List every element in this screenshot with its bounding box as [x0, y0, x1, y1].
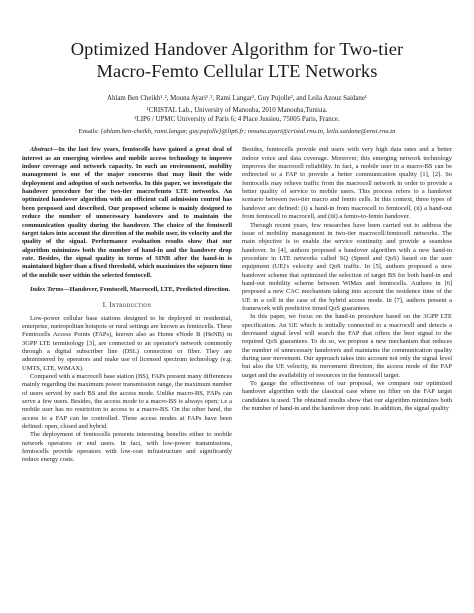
affiliations	[22, 107, 452, 124]
paragraph: Through recent years, few researches have been carried out to address the issue of mobility management in two-tier macrocell/femtocell networks. The main objective is to enable the service continuity and provide a seamless handover. In [4], authors proposed a handover algorithm with a new hand-in procedure in LTE networks called SQ (Speed and QoS) based on the user equipment (UE)'s velocity and QoS traffic. In [5], authors proposed a new handover scheme that optimized the selection of target BS for both hand-in and hand-out mobility scheme between WiMax and femtocells. Authors in [6] proposed a new CAC mechanism taking into account the residence time of the UE in a cell in the case of the hybrid access mode. In [7], authors present a framework with predictive timed QoS guarantees.	[242, 221, 452, 312]
title-line-2: Macro-Femto Cellular LTE Networks	[96, 61, 378, 81]
paragraph: Compared with a macrocell base station (BS), FAPs present many differences mainly regarding the maximum power transmission range, the maximum number of users served by each BS and the access mode. Unlike macro-BS, FAPs can serve a few users. Besides, the access mode to a macro-BS is always open; i.e a mobile user has no restriction to access to a macro-BS. On the other hand, the access to a FAP can be controlled. Three access modes at FAPs have been defined: open, closed and hybrid.	[22, 373, 232, 431]
paragraph: Besides, femtocells provide end users with very high data rates and a better indoor voice and data coverage. Moreover, this emerging network technology improves the macrocell reliability. In fact, a mobile user in a macro-BS can be redirected to a FAP to provide a better communication quality [1], [2]. So femtocells may relieve traffic from the macrocell network in order to provide a better quality of service to mobile users. This process refers to a handover scenario between two-tier macro and femto cells. In this context, three types of handover are defined: (i) a hand-in from macrocell to femtocell, (ii) a hand-out from femtocell to macrocell, and (iii) a femto-to-femto handover.	[242, 146, 452, 221]
left-column	[22, 146, 232, 464]
paragraph: In this paper, we focus on the hand-in procedure based on the 3GPP LTE specification. An UE which is initially connected to a macrocell and detects a decreased signal level will search the FAP that offers the best signal to the required QoS guarantees. To do so, we propose a new mechanism that reduces the number of unnecessary handovers and maintains the communication quality during user movement. Our approach takes into account not only the signal level but also the UE velocity, its movement direction, the access mode of the FAP target and the availability of resources in the femtocell target.	[242, 313, 452, 379]
emails-label: Emails:	[78, 128, 99, 136]
section-heading-introduction: I. Introduction	[102, 302, 152, 310]
paper-title	[22, 38, 452, 82]
index-terms	[22, 286, 232, 294]
abstract-label: Abstract	[30, 146, 53, 154]
affiliation-2: ²LIP6 / UPMC University of Paris 6; 4 Place Jussieu, 75005 Paris, France.	[134, 115, 340, 123]
paragraph: Low-power cellular base stations designed to be deployed in residential, enterprise, metropolitan hotspots or rural settings are known as femtocells. These Femtocells Access Points (FAPs), known also as Home eNode B (HeNB) in 3GPP LTE terminology [3], are connected to an operator's network commonly through a digital subscriber line (DSL) connection or fiber. They are administered by operators and make use of licensed spectrum technology (e.g. UMTS, LTE, WiMAX).	[22, 314, 232, 372]
title-line-1: Optimized Handover Algorithm for Two-tier	[70, 39, 404, 59]
abstract	[22, 146, 232, 280]
two-column-body	[22, 146, 452, 464]
index-terms-text: —Handover, Femtocell, Macrocell, LTE, Predicted direction.	[63, 285, 231, 293]
right-column	[242, 146, 452, 464]
email-addresses: {ahlam.ben-cheikh, rami.langar, guy.pujolle}@lip6.fr; mouna.ayari@cristal.rnu.tn, leila.saidane@ensi.rnu.tn	[100, 128, 396, 136]
paragraph: To gauge the effectiveness of our proposal, we compare our optimized handover algorithm with the classical case where no filter on the FAP target candidates is used. The obtained results show that our algorithm minimizes both the number of hand-in and the handover drop rate. In addition, the signal quality	[242, 380, 452, 413]
email-line	[22, 127, 452, 136]
index-terms-label: Index Terms	[30, 285, 64, 293]
paragraph: The deployment of femtocells presents interesting benefits either to mobile network operators or end users. In fact, with low-power transmissions, femtocells provide operators with low-cost infrastructure and significantly reduce energy costs.	[22, 431, 232, 464]
abstract-text: —In the last few years, femtocells have gained a great deal of interest as an emerging wireless and mobile access technology to improve indoor coverage and network capacity. In such an environment, mobility management is one of the major concerns that may limit the wide deployment and adoption of such networks. In this paper, we investigate the handover procedure for the two-tier macro/femto LTE networks. An optimized handover algorithm with an efficient call admission control has been proposed and described. Our proposed scheme is mainly designed to reduce the number of unnecessary handovers and to maintain the communication quality during the handover. The choice of the femtocell target takes into account the direction of the mobile user, its velocity and the quality of the signal. Performance evaluation results show that our algorithm minimizes both the number of hand-in and the handover drop rate. Besides, the signal quality in terms of SINR after the hand-in is maintained higher than a fixed threshold, which maximizes the sojourn time of the mobile user within the selected femtocell.	[22, 146, 232, 279]
author-list: Ahlam Ben Cheikh¹˒², Mouna Ayari¹˒², Rami Langar², Guy Pujolle², and Leila Azouz Saidane¹	[107, 95, 367, 102]
affiliation-1: ¹CRISTAL Lab., University of Manouba, 2010 Manouba,Tunisia.	[146, 107, 328, 114]
